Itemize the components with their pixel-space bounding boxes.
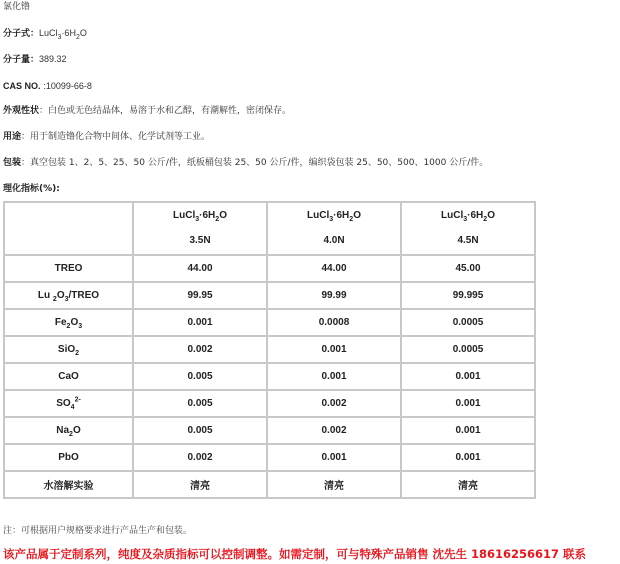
packing-text: ：真空包装 1、2、5、25、50 公斤/件，纸板桶包装 25、50 公斤/件，编织袋包装 25、50、500、1000 公斤/件。 (21, 158, 489, 168)
column-grade: 4.0N (323, 235, 345, 246)
specs-label: 理化指标(%): (3, 184, 60, 194)
weight-label: 分子量： (3, 55, 40, 65)
row-label: 水溶解实验 (4, 471, 133, 498)
table-cell: 0.001 (267, 444, 401, 471)
column-grade: 3.5N (189, 235, 211, 246)
row-label: $Na_2O$ (4, 417, 133, 444)
promo-banner: 该产品属于定制系列，纯度及杂质指标可以控制调整。如需定制，可与特殊产品销售 沈先生 18616256617 联系 (3, 547, 587, 561)
row-label: TREO (4, 255, 133, 282)
packing-label: 包装 (3, 158, 22, 168)
appearance-label: 外观性状 (3, 106, 40, 116)
table-row (4, 417, 535, 444)
column-header (401, 202, 535, 255)
table-cell: 0.0005 (401, 336, 535, 363)
weight-value: 389.32 (39, 54, 67, 64)
table-cell: 44.00 (133, 255, 267, 282)
table-cell: 0.002 (267, 417, 401, 444)
table-cell: 清亮 (267, 471, 401, 498)
table-cell: 0.005 (133, 417, 267, 444)
column-formula: $LuCl_3\cdot 6H_2O$ (173, 210, 227, 223)
use-line (3, 131, 210, 143)
column-grade: 4.5N (457, 235, 479, 246)
packing-line (3, 157, 488, 169)
specs-table-body (4, 202, 535, 498)
table-corner-cell (4, 202, 133, 255)
table-header-row (4, 202, 535, 255)
table-cell: 0.002 (133, 336, 267, 363)
table-cell: 0.002 (267, 390, 401, 417)
table-cell: 0.002 (133, 444, 267, 471)
table-cell: 0.001 (401, 417, 535, 444)
row-label: $SO_4^{2-}$ (4, 390, 133, 417)
weight-line (3, 53, 67, 66)
column-formula: $LuCl_3\cdot 6H_2O$ (441, 210, 495, 223)
table-cell: 0.001 (401, 390, 535, 417)
appearance-line (3, 105, 291, 117)
table-cell: 0.0005 (401, 309, 535, 336)
table-row (4, 390, 535, 417)
table-cell: 0.0008 (267, 309, 401, 336)
formula-label: 分子式： (3, 29, 40, 39)
row-label: CaO (4, 363, 133, 390)
product-name: 氯化镥 (3, 2, 31, 12)
use-label: 用途 (3, 132, 22, 142)
row-label: SiO$_2$ (4, 336, 133, 363)
specs-line (3, 183, 60, 195)
footnote: 注：可根据用户规格要求进行产品生产和包装。 (3, 526, 193, 536)
row-label: $Fe_2O_3$ (4, 309, 133, 336)
table-cell: 0.001 (133, 309, 267, 336)
formula-value: $LuCl_3\cdot 6H_2O$ (39, 28, 87, 41)
table-row (4, 255, 535, 282)
table-row (4, 444, 535, 471)
table-cell: 0.001 (401, 444, 535, 471)
column-formula: $LuCl_3\cdot 6H_2O$ (307, 210, 361, 223)
cas-value: :10099-66-8 (43, 81, 92, 91)
table-cell: 0.005 (133, 363, 267, 390)
table-row (4, 471, 535, 498)
table-cell: 0.001 (401, 363, 535, 390)
table-row (4, 309, 535, 336)
use-text: ：用于制造镥化合物中间体、化学试剂等工业。 (21, 132, 211, 142)
row-label: PbO (4, 444, 133, 471)
table-row (4, 336, 535, 363)
formula-line (3, 27, 87, 40)
table-cell: 0.005 (133, 390, 267, 417)
cas-line (3, 80, 92, 93)
appearance-text: ：白色或无色结晶体，易溶于水和乙醇，有潮解性，密闭保存。 (39, 106, 292, 116)
table-cell: 99.99 (267, 282, 401, 309)
column-header (133, 202, 267, 255)
cas-label: CAS NO. (3, 81, 41, 91)
table-cell: 99.95 (133, 282, 267, 309)
table-cell: 0.001 (267, 363, 401, 390)
table-cell: 44.00 (267, 255, 401, 282)
specs-table (3, 201, 536, 499)
table-row (4, 282, 535, 309)
table-cell: 清亮 (401, 471, 535, 498)
table-cell: 清亮 (133, 471, 267, 498)
row-label: Lu $_2O_3$/TREO (4, 282, 133, 309)
table-cell: 0.001 (267, 336, 401, 363)
table-cell: 45.00 (401, 255, 535, 282)
column-header (267, 202, 401, 255)
table-cell: 99.995 (401, 282, 535, 309)
table-row (4, 363, 535, 390)
